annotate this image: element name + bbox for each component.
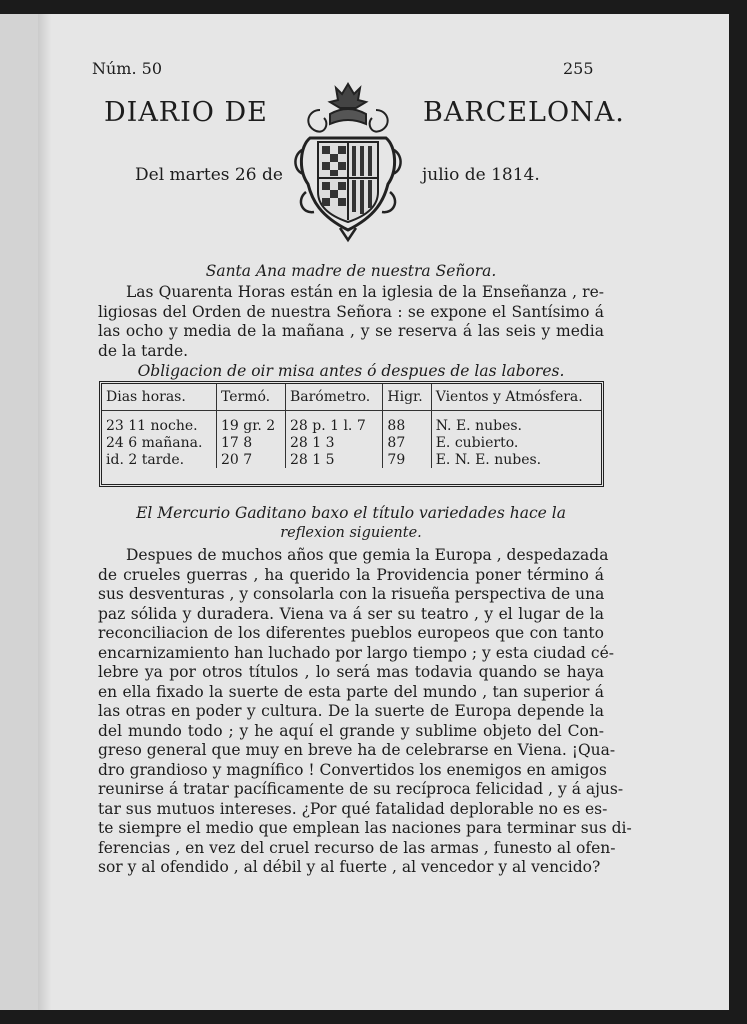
text-line: sus desventuras , y consolarla con la risueña perspectiva de una bbox=[98, 585, 605, 603]
table-row bbox=[102, 451, 601, 468]
text-line: te siempre el medio que emplean las naciones para terminar sus di- bbox=[98, 819, 632, 837]
table-cell: 24 6 mañana. bbox=[102, 434, 217, 451]
text-line: de la tarde. bbox=[98, 341, 189, 360]
text-line: greso general que muy en breve ha de celebrarse en Viena. ¡Qua- bbox=[98, 741, 616, 759]
title-left: DIARIO DE bbox=[104, 97, 268, 128]
table-cell: 28 p. 1 l. 7 bbox=[285, 411, 382, 435]
issue-number: Núm. 50 bbox=[92, 59, 163, 78]
text-line: reunirse á tratar pacíficamente de su recíproca felicidad , y á ajus- bbox=[98, 780, 624, 798]
weather-grid bbox=[102, 384, 601, 468]
article-heading-1: El Mercurio Gaditano baxo el título variedades hace la bbox=[136, 504, 566, 522]
text-line: las otras en poder y cultura. De la suerte de Europa depende la bbox=[98, 702, 604, 720]
table-cell: 17 8 bbox=[217, 434, 286, 451]
table-cell: 88 bbox=[383, 411, 431, 435]
text-line: tar sus mutuos intereses. ¿Por qué fatalidad deplorable no es es- bbox=[98, 799, 608, 818]
text-line: ligiosas del Orden de nuestra Señora : se expone el Santísimo á bbox=[98, 302, 604, 321]
text-line: ferencias , en vez del cruel recurso de las armas , funesto al ofen- bbox=[98, 838, 616, 857]
table-cell: 87 bbox=[383, 434, 431, 451]
table-cell: 28 1 5 bbox=[285, 451, 382, 468]
table-cell: N. E. nubes. bbox=[435, 417, 522, 434]
table-cell: 20 7 bbox=[217, 451, 286, 468]
table-header-row bbox=[102, 384, 601, 411]
text-line: lebre ya por otros títulos , lo será mas todavia quando se haya bbox=[98, 663, 604, 681]
text-line: en ella fixado la suerte de esta parte del mundo , tan superior á bbox=[98, 682, 604, 701]
page-number: 255 bbox=[563, 59, 594, 78]
article-body bbox=[98, 546, 632, 878]
date-right: julio de 1814. bbox=[422, 165, 540, 185]
table-cell: 19 gr. 2 bbox=[217, 411, 286, 435]
title-right: BARCELONA. bbox=[423, 97, 625, 128]
article-heading-2: reflexion siguiente. bbox=[280, 525, 422, 541]
col-dias-horas: Dias horas. bbox=[102, 384, 217, 411]
table-cell: id. 2 tarde. bbox=[102, 451, 217, 468]
mass-obligation: Obligacion de oir misa antes ó despues de las labores. bbox=[137, 362, 565, 380]
text-line: del mundo todo ; y he aquí el grande y sublime objeto del Con- bbox=[98, 721, 604, 740]
text-line: dro grandioso y magnífico ! Convertidos los enemigos en amigos bbox=[98, 760, 607, 779]
saint-of-day: Santa Ana madre de nuestra Señora. bbox=[205, 262, 497, 280]
text-line: reconciliacion de los diferentes pueblos europeos que con tanto bbox=[98, 624, 604, 642]
table-cell: E. N. E. nubes. bbox=[435, 451, 542, 468]
crest-icon bbox=[290, 80, 406, 244]
col-vientos: Vientos y Atmósfera. bbox=[431, 384, 601, 411]
table-cell: 23 11 noche. bbox=[102, 411, 217, 435]
text-line: las ocho y media de la mañana , y se reserva á las seis y media bbox=[98, 322, 604, 340]
text-line: encarnizamiento han luchado por largo tiempo ; y esta ciudad cé- bbox=[98, 643, 614, 662]
col-higrometro: Higr. bbox=[383, 384, 431, 411]
text-line: Las Quarenta Horas están en la iglesia de la Enseñanza , re- bbox=[126, 283, 604, 301]
table-row bbox=[102, 434, 601, 451]
text-line: paz sólida y duradera. Viena va á ser su teatro , y el lugar de la bbox=[98, 604, 604, 623]
table-cell: E. cubierto. bbox=[435, 434, 519, 451]
weather-table bbox=[99, 381, 604, 487]
left-page-edge bbox=[0, 14, 39, 1010]
text-line: Despues de muchos años que gemia la Europa , despedazada bbox=[126, 546, 609, 564]
col-barometro: Barómetro. bbox=[285, 384, 382, 411]
text-line: sor y al ofendido , al débil y al fuerte , al vencedor y al vencido? bbox=[98, 858, 601, 876]
table-cell: 28 1 3 bbox=[285, 434, 382, 451]
forty-hours-notice bbox=[98, 283, 604, 361]
col-termometro: Termó. bbox=[217, 384, 286, 411]
table-cell: 79 bbox=[383, 451, 431, 468]
table-row bbox=[102, 411, 601, 435]
date-left: Del martes 26 de bbox=[135, 165, 283, 185]
text-line: de crueles guerras , ha querido la Providencia poner término á bbox=[98, 565, 604, 584]
